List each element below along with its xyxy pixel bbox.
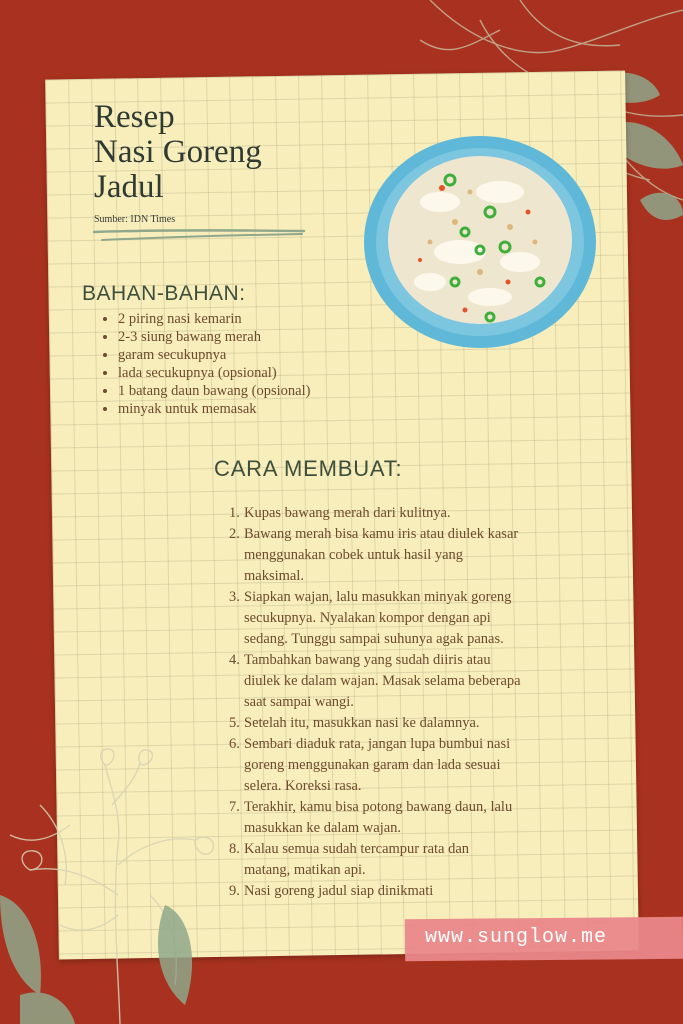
instructions-list <box>229 503 599 902</box>
step-line: selera. Koreksi rasa. <box>244 778 362 794</box>
ingredients-heading: BAHAN-BAHAN: <box>82 282 246 305</box>
fried-rice-bowl-icon <box>360 132 600 352</box>
step-line: Nasi goreng jadul siap dinikmati <box>244 883 434 899</box>
step-number: 5. <box>229 715 240 731</box>
list-item: • 1 batang daun bawang (opsional) <box>118 382 310 400</box>
step-item <box>229 587 599 650</box>
list-item: • 2 piring nasi kemarin <box>118 310 310 328</box>
list-item: • minyak untuk memasak <box>118 400 310 418</box>
step-line: Tambahkan bawang yang sudah diiris atau <box>244 652 491 668</box>
step-number: 3. <box>229 589 240 605</box>
step-number: 2. <box>229 526 240 542</box>
step-line: goreng menggunakan garam dan lada sesuai <box>244 757 501 773</box>
website-url[interactable]: www.sunglow.me <box>425 926 608 949</box>
step-line: Kupas bawang merah dari kulitnya. <box>244 505 451 521</box>
step-item <box>229 524 599 587</box>
flower-sketch-icon <box>0 745 240 1024</box>
step-line: menggunakan cobek untuk hasil yang <box>244 547 464 563</box>
title-line: Jadul <box>94 169 164 205</box>
step-line: saat sampai wangi. <box>244 694 354 710</box>
step-number: 8. <box>229 841 240 857</box>
step-number: 4. <box>229 652 240 668</box>
step-line: masukkan ke dalam wajan. <box>244 820 402 836</box>
step-item <box>229 839 599 881</box>
title-line: Nasi Goreng <box>94 134 262 170</box>
step-line: sedang. Tunggu sampai suhunya agak panas. <box>244 631 504 647</box>
step-item <box>229 797 599 839</box>
step-line: Setelah itu, masukkan nasi ke dalamnya. <box>244 715 480 731</box>
step-item <box>229 650 599 713</box>
list-item: • garam secukupnya <box>118 346 310 364</box>
step-item <box>229 503 599 524</box>
step-item <box>229 734 599 797</box>
step-number: 1. <box>229 505 240 521</box>
step-line: Sembari diaduk rata, jangan lupa bumbui nasi <box>244 736 511 752</box>
title-line: Resep <box>94 99 175 135</box>
step-line: Kalau semua sudah tercampur rata dan <box>244 841 470 857</box>
list-item: • lada secukupnya (opsional) <box>118 364 310 382</box>
step-line: Siapkan wajan, lalu masukkan minyak goreng <box>244 589 512 605</box>
step-number: 9. <box>229 883 240 899</box>
step-line: Terakhir, kamu bisa potong bawang daun, lalu <box>244 799 513 815</box>
instructions-heading: CARA MEMBUAT: <box>214 456 403 481</box>
step-item <box>229 881 599 902</box>
title-underline-icon <box>92 226 312 246</box>
step-line: secukupnya. Nyalakan kompor dengan api <box>244 610 491 626</box>
ingredients-list <box>102 310 310 418</box>
step-item <box>229 713 599 734</box>
step-line: diulek ke dalam wajan. Masak selama beberapa <box>244 673 521 689</box>
source-credit: Sumber: IDN Times <box>94 214 176 225</box>
step-line: Bawang merah bisa kamu iris atau diulek kasar <box>244 526 519 542</box>
step-number: 7. <box>229 799 240 815</box>
page-title <box>94 100 262 205</box>
step-number: 6. <box>229 736 240 752</box>
list-item: • 2-3 siung bawang merah <box>118 328 310 346</box>
step-line: maksimal. <box>244 568 305 584</box>
step-line: matang, matikan api. <box>244 862 366 878</box>
